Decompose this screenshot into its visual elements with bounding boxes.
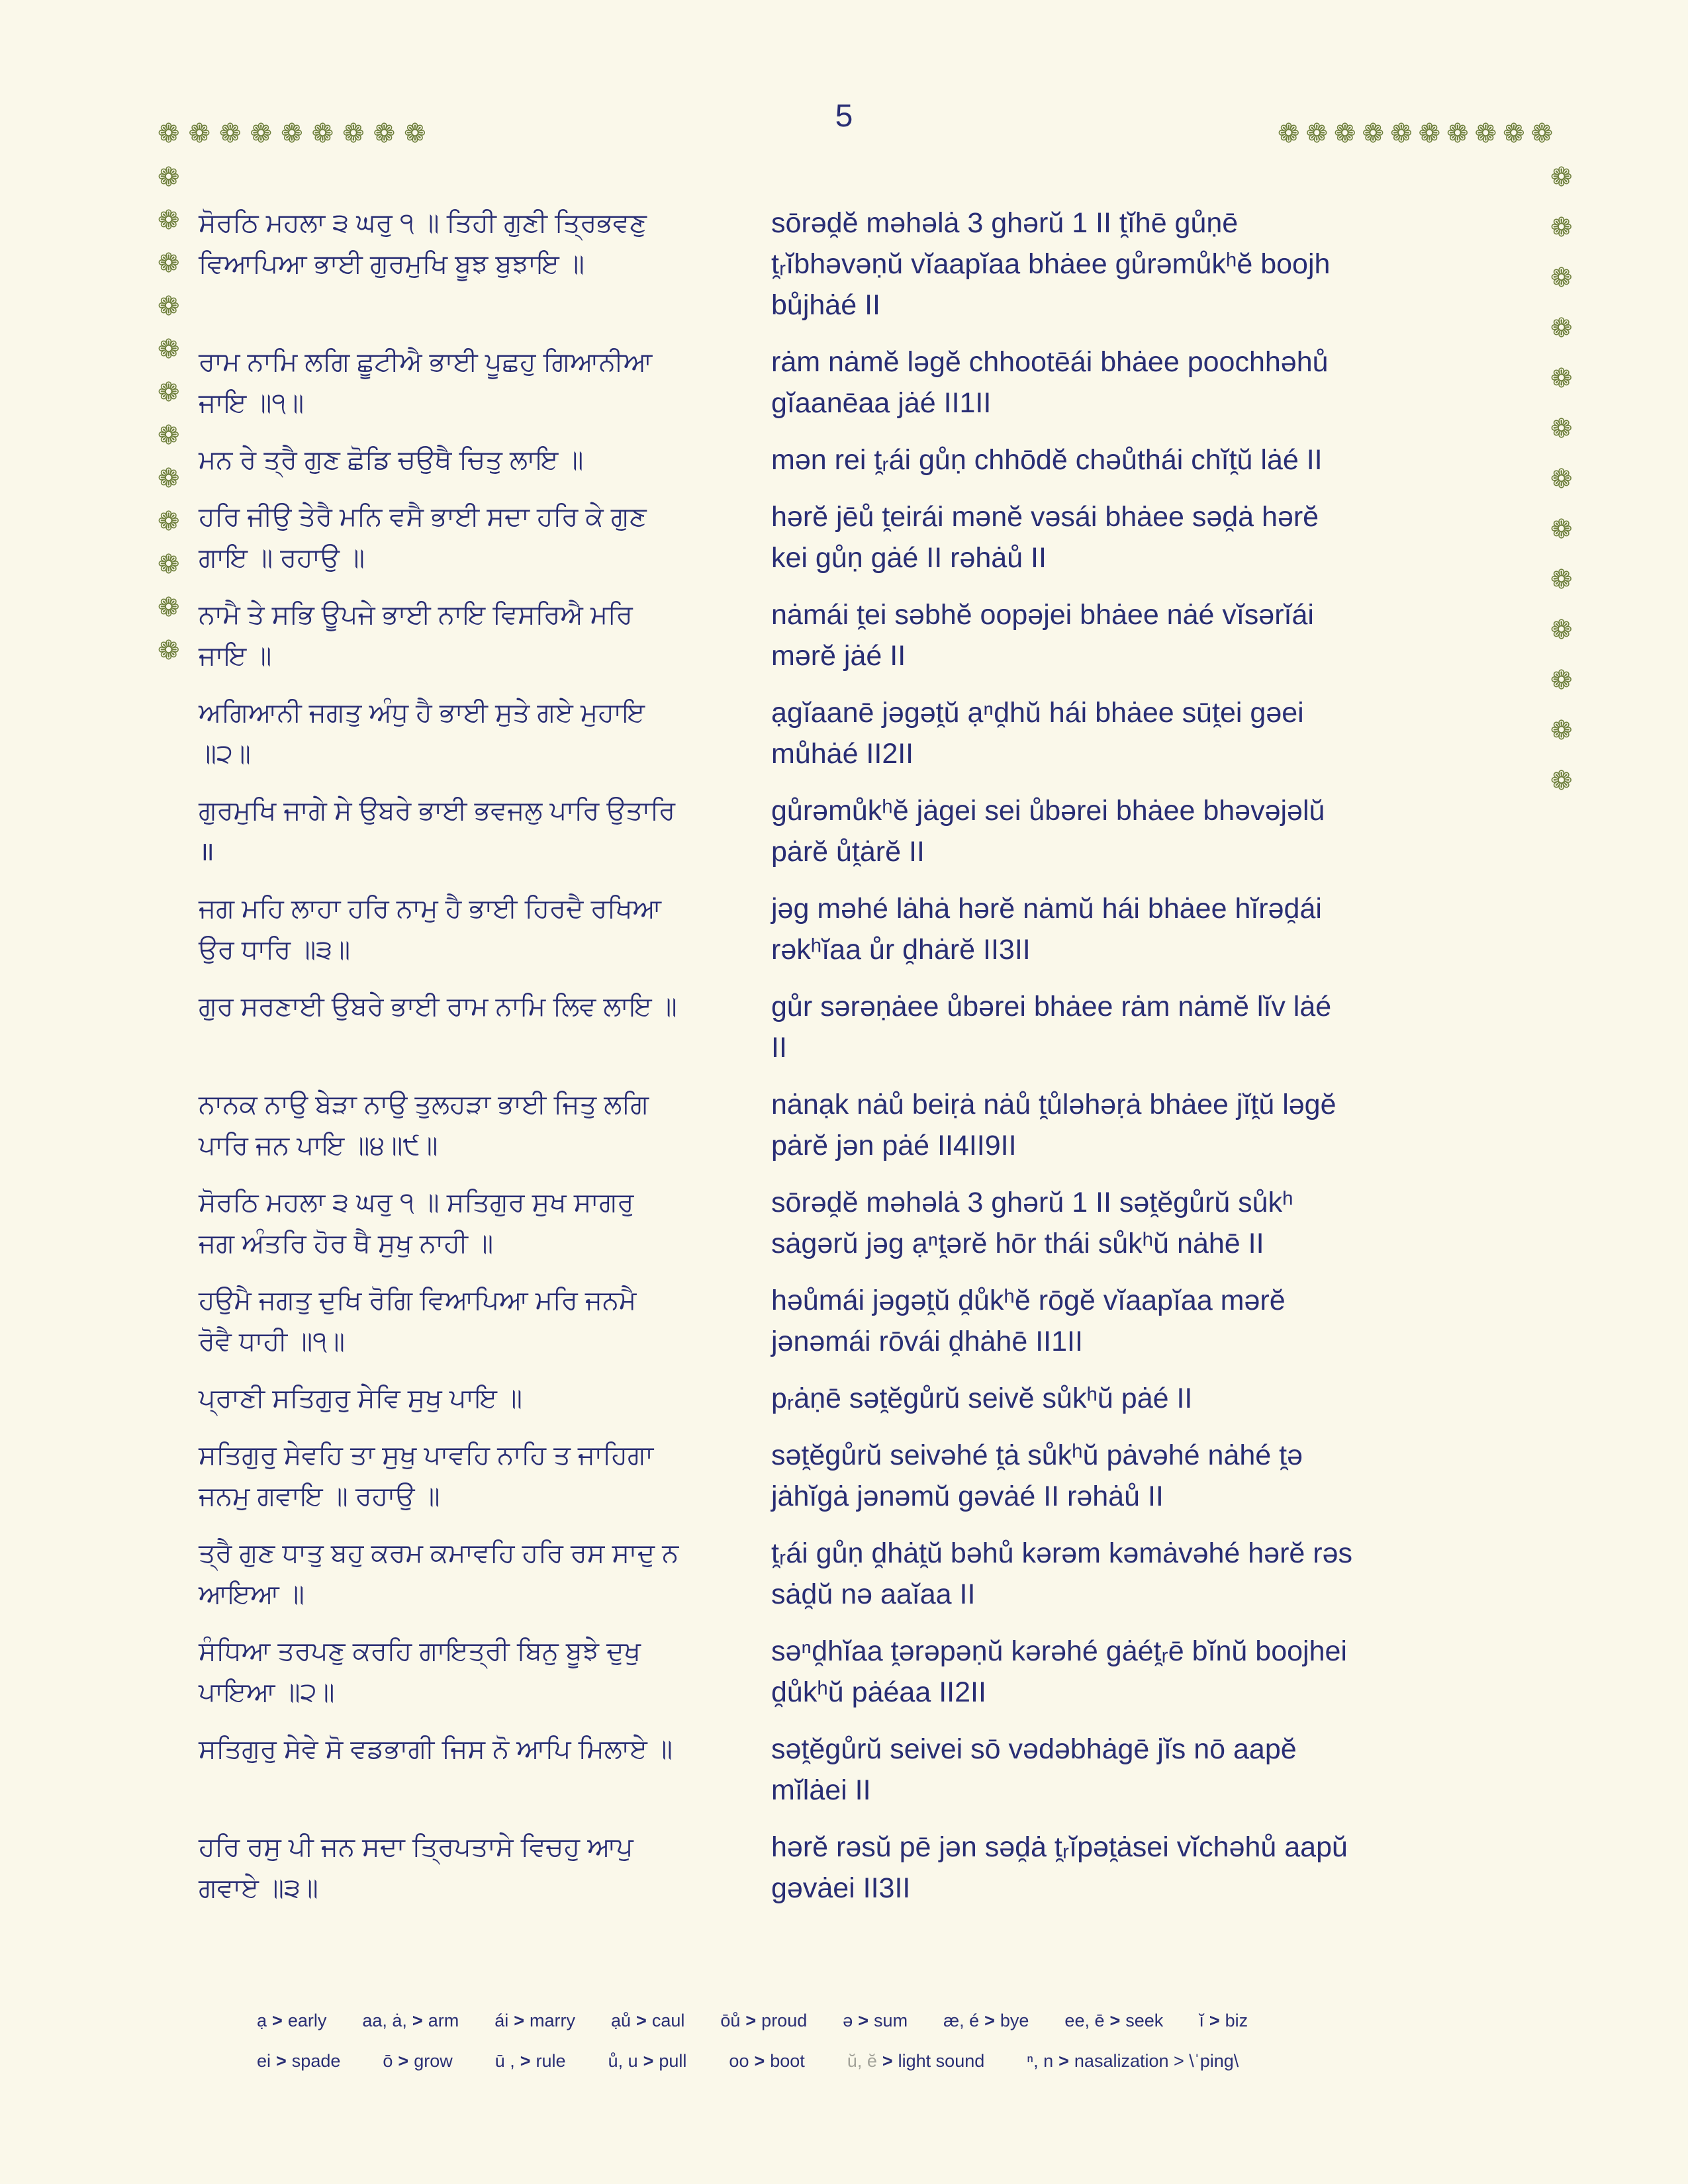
verse-row xyxy=(199,1378,1529,1419)
gurmukhi-line: ਰਾਮ ਨਾਮਿ ਲਗਿ ਛੂਟੀਐ ਭਾਈ ਪੂਛਹੁ ਗਿਆਨੀਆ xyxy=(199,347,653,377)
legend-word: caul xyxy=(651,2011,685,2030)
legend-word: pull xyxy=(659,2051,687,2071)
flower-icon: ❁ xyxy=(1503,119,1525,148)
legend-word: proud xyxy=(761,2011,808,2030)
gurmukhi-verse xyxy=(199,888,735,970)
gurmukhi-line: ਗਵਾਏ ॥੩॥ xyxy=(199,1874,318,1903)
flower-icon: ❁ xyxy=(281,119,303,148)
roman-line: hərĕ rəsŭ pē jən səd̯ȧ t̯ᵣĭpət̯ȧsei vĭchəhů aapŭ xyxy=(771,1831,1348,1863)
roman-line: hərĕ jēů t̯eirái mənĕ vəsái bhȧee səd̯ȧ hərĕ xyxy=(771,501,1319,533)
gurmukhi-line: ਪਾਇਆ ॥੨॥ xyxy=(199,1678,335,1707)
legend-key: ĭ xyxy=(1199,2011,1204,2030)
flower-icon: ❁ xyxy=(1530,119,1554,148)
gurmukhi-line: ਨਾਮੈ ਤੇ ਸਭਿ ਊਪਜੇ ਭਾਈ ਨਾਇ ਵਿਸਰਿਐ ਮਰਿ xyxy=(199,600,633,629)
flower-border-right xyxy=(1550,164,1573,794)
verse-row xyxy=(199,203,1529,326)
gurmukhi-verse xyxy=(199,439,735,480)
flower-icon: ❁ xyxy=(1550,515,1573,544)
legend-item xyxy=(943,2011,1029,2031)
roman-line: gəvȧei II3II xyxy=(771,1872,911,1904)
gurmukhi-line: ਸਤਿਗੁਰੁ ਸੇਵੇ ਸੋ ਵਡਭਾਗੀ ਜਿਸ ਨੋ ਆਪਿ ਮਿਲਾਏ ॥ xyxy=(199,1735,673,1764)
roman-transliteration xyxy=(771,203,1529,326)
legend-item xyxy=(843,2011,908,2031)
roman-line: mərĕ jȧé II xyxy=(771,640,906,672)
roman-transliteration xyxy=(771,790,1529,872)
greater-than-arrow-icon: > xyxy=(514,2011,524,2030)
verse-row xyxy=(199,1280,1529,1362)
gurmukhi-line: ਵਿਆਪਿਆ ਭਾਈ ਗੁਰਮੁਖਿ ਬੂਝ ਬੁਝਾਇ ॥ xyxy=(199,250,585,279)
flower-icon: ❁ xyxy=(1550,666,1573,695)
legend-key: oo xyxy=(729,2051,749,2071)
legend-key: ə xyxy=(843,2011,853,2030)
roman-line: můhȧé II2II xyxy=(771,738,914,770)
flower-icon: ❁ xyxy=(1550,716,1573,745)
flower-icon: ❁ xyxy=(1278,119,1300,148)
verse-row xyxy=(199,1631,1529,1713)
gurmukhi-verse xyxy=(199,341,735,424)
verse-row xyxy=(199,790,1529,872)
gurmukhi-line: ਉਰ ਧਾਰਿ ॥੩॥ xyxy=(199,935,351,964)
legend-word: biz xyxy=(1225,2011,1248,2030)
gurmukhi-verse xyxy=(199,692,735,774)
legend-key: ū , xyxy=(494,2051,515,2071)
gurmukhi-line: ਜਨਮੁ ਗਵਾਇ ॥ ਰਹਾਉ ॥ xyxy=(199,1482,440,1511)
roman-transliteration xyxy=(771,888,1529,970)
gurmukhi-verse xyxy=(199,1533,735,1615)
legend-word: nasalization > \ˈping\ xyxy=(1074,2051,1239,2071)
legend-item xyxy=(611,2011,684,2031)
roman-line: jȧhĭgȧ jənəmŭ gəvȧé II rəhȧů II xyxy=(771,1480,1164,1512)
gurmukhi-verse xyxy=(199,203,735,326)
legend-item xyxy=(720,2011,807,2031)
gurmukhi-verse xyxy=(199,496,735,578)
roman-line: t̯ᵣĭbhəvəṇŭ vĭaapĭaa bhȧee gůrəmůkʰĕ boojh xyxy=(771,248,1331,280)
legend-item xyxy=(383,2051,452,2071)
legend-word: arm xyxy=(428,2011,459,2030)
gurmukhi-line: ਜਗ ਅੰਤਰਿ ਹੋਰ ਥੈ ਸੁਖੁ ਨਾਹੀ ॥ xyxy=(199,1229,494,1258)
legend-key: ⁿ, n xyxy=(1027,2051,1054,2071)
flower-icon: ❁ xyxy=(1550,766,1573,796)
legend-word: rule xyxy=(536,2051,566,2071)
gurmukhi-verse xyxy=(199,1729,735,1811)
roman-line: pȧrĕ jən pȧé II4II9II xyxy=(771,1130,1017,1161)
legend-word: sum xyxy=(874,2011,908,2030)
roman-line: d̯ůkʰŭ pȧéaa II2II xyxy=(771,1676,986,1708)
gurmukhi-line: ਜਾਇ ॥੧॥ xyxy=(199,388,305,418)
flower-icon: ❁ xyxy=(1362,119,1385,148)
gurmukhi-line: ਪਾਰਿ ਜਨ ਪਾਇ ॥੪॥੯॥ xyxy=(199,1131,438,1160)
gurmukhi-line: ਸੋਰਠਿ ਮਹਲਾ ੩ ਘਰੁ ੧ ॥ ਤਿਹੀ ਗੁਣੀ ਤ੍ਰਿਭਵਣੁ xyxy=(199,208,647,238)
legend-key: ái xyxy=(494,2011,509,2030)
gurmukhi-line: ਆਇਆ ॥ xyxy=(199,1580,305,1609)
roman-transliteration xyxy=(771,986,1529,1068)
flower-icon: ❁ xyxy=(1550,414,1573,443)
flower-icon: ❁ xyxy=(1550,163,1573,192)
flower-icon: ❁ xyxy=(1550,314,1573,343)
legend-word: spade xyxy=(291,2051,341,2071)
flower-icon: ❁ xyxy=(158,550,180,579)
flower-icon: ❁ xyxy=(1390,119,1413,148)
roman-line: rəkʰĭaa ůr d̯hȧrĕ II3II xyxy=(771,934,1031,966)
verse-row xyxy=(199,1827,1529,1909)
roman-transliteration xyxy=(771,1182,1529,1264)
roman-line: gůr sərəṇȧee ůbərei bhȧee rȧm nȧmĕ lĭv lȧé xyxy=(771,991,1332,1023)
flower-icon: ❁ xyxy=(158,249,180,278)
roman-transliteration xyxy=(771,1280,1529,1362)
legend-key: aa, ȧ, xyxy=(362,2011,407,2030)
verse-row xyxy=(199,341,1529,424)
roman-line: mĭlȧei II xyxy=(771,1774,871,1806)
verse-row xyxy=(199,692,1529,774)
gurmukhi-line: ਜਗ ਮਹਿ ਲਾਹਾ ਹਰਿ ਨਾਮੁ ਹੈ ਭਾਈ ਹਿਰਦੈ ਰਖਿਆ xyxy=(199,894,662,923)
roman-line: həůmái jəgət̯ŭ d̯ůkʰĕ rōgĕ vĭaapĭaa mərĕ xyxy=(771,1285,1286,1316)
legend-key: ei xyxy=(257,2051,271,2071)
legend-item xyxy=(362,2011,459,2031)
flower-icon: ❁ xyxy=(1474,119,1497,148)
legend-key: ạ xyxy=(257,2011,267,2030)
roman-line: mən rei t̯ᵣái gůṇ chhōdĕ chəůthái chĭt̯ŭ lȧé II xyxy=(771,444,1323,476)
greater-than-arrow-icon: > xyxy=(272,2011,283,2030)
greater-than-arrow-icon: > xyxy=(882,2051,893,2071)
roman-transliteration xyxy=(771,1084,1529,1166)
greater-than-arrow-icon: > xyxy=(1109,2011,1121,2030)
roman-transliteration xyxy=(771,439,1529,480)
legend-item xyxy=(1027,2051,1239,2071)
legend-word: seek xyxy=(1125,2011,1164,2030)
gurmukhi-verse xyxy=(199,790,735,872)
flower-icon: ❁ xyxy=(158,464,180,493)
flower-icon: ❁ xyxy=(1446,119,1469,148)
gurmukhi-verse xyxy=(199,1827,735,1909)
verse-row xyxy=(199,888,1529,970)
roman-line: II xyxy=(771,1032,787,1064)
flower-icon: ❁ xyxy=(250,119,273,148)
roman-line: sȧgərŭ jəg ạⁿt̯ərĕ hōr thái sůkʰŭ nȧhē II xyxy=(771,1228,1264,1259)
gurmukhi-verse xyxy=(199,1084,735,1166)
flower-icon: ❁ xyxy=(373,119,396,148)
legend-key: ee, ē xyxy=(1064,2011,1105,2030)
roman-line: jəg məhé lȧhȧ hərĕ nȧmŭ hái bhȧee hĭrəd̯ái xyxy=(771,893,1322,925)
roman-line: səⁿd̯hĭaa t̯ərəpəṇŭ kərəhé gȧét̯ᵣē bĭnŭ boojhei xyxy=(771,1635,1347,1667)
roman-line: t̯ᵣái gůṇ d̯hȧt̯ŭ bəhů kərəm kəmȧvəhé hərĕ rəs xyxy=(771,1537,1353,1569)
roman-line: sȧd̯ŭ nə aaĭaa II xyxy=(771,1578,976,1610)
flower-icon: ❁ xyxy=(1550,565,1573,594)
legend-word: early xyxy=(287,2011,327,2030)
gurmukhi-verse xyxy=(199,594,735,676)
flower-icon: ❁ xyxy=(404,119,426,148)
gurmukhi-line: ਹਉਮੈ ਜਗਤੁ ਦੁਖਿ ਰੋਗਿ ਵਿਆਪਿਆ ਮਰਿ ਜਨਮੈ xyxy=(199,1286,637,1315)
roman-transliteration xyxy=(771,1827,1529,1909)
gurmukhi-verse xyxy=(199,1631,735,1713)
flower-icon: ❁ xyxy=(1305,119,1329,148)
legend-item xyxy=(257,2011,326,2031)
roman-transliteration xyxy=(771,341,1529,424)
roman-line: sōrəd̯ĕ məhəlȧ 3 ghərŭ 1 II t̯ĭhē gůṇē xyxy=(771,207,1239,239)
legend-item xyxy=(729,2051,804,2071)
gurmukhi-verse xyxy=(199,1182,735,1264)
flower-icon: ❁ xyxy=(158,593,180,622)
flower-icon: ❁ xyxy=(342,119,365,148)
greater-than-arrow-icon: > xyxy=(398,2051,409,2071)
greater-than-arrow-icon: > xyxy=(745,2011,757,2030)
flower-icon: ❁ xyxy=(1418,119,1441,148)
flower-icon: ❁ xyxy=(1550,213,1573,242)
gurmukhi-verse xyxy=(199,1280,735,1362)
flower-icon: ❁ xyxy=(1550,465,1573,494)
flower-icon: ❁ xyxy=(1334,119,1356,148)
legend-key: æ, é xyxy=(943,2011,980,2030)
flower-icon: ❁ xyxy=(1550,263,1573,293)
roman-line: gĭaanēaa jȧé II1II xyxy=(771,387,992,419)
page-number: 5 xyxy=(835,99,853,134)
roman-line: sōrəd̯ĕ məhəlȧ 3 ghərŭ 1 II sət̯ĕgůrŭ sůkʰ xyxy=(771,1187,1293,1218)
greater-than-arrow-icon: > xyxy=(1209,2011,1220,2030)
verse-row xyxy=(199,1533,1529,1615)
gurmukhi-verse xyxy=(199,1435,735,1517)
greater-than-arrow-icon: > xyxy=(643,2051,654,2071)
flower-icon: ❁ xyxy=(158,119,180,148)
flower-icon: ❁ xyxy=(1550,364,1573,393)
verse-row xyxy=(199,986,1529,1068)
roman-line: nȧmái t̯ei səbhĕ oopəjei bhȧee nȧé vĭsərĭái xyxy=(771,599,1314,631)
roman-transliteration xyxy=(771,594,1529,676)
gurmukhi-verse xyxy=(199,1378,735,1419)
roman-transliteration xyxy=(771,1435,1529,1517)
legend-item xyxy=(494,2011,575,2031)
flower-icon: ❁ xyxy=(158,378,180,407)
roman-line: gůrəmůkʰĕ jȧgei sei ůbərei bhȧee bhəvəjəlŭ xyxy=(771,795,1325,827)
flower-icon: ❁ xyxy=(158,636,180,665)
gurmukhi-line: ਸੰਧਿਆ ਤਰਪਣੁ ਕਰਹਿ ਗਾਇਤ੍ਰੀ ਬਿਨੁ ਬੂਝੇ ਦੁਖੁ xyxy=(199,1637,641,1666)
flower-icon: ❁ xyxy=(158,206,180,235)
legend-item xyxy=(1199,2011,1248,2031)
roman-line: nȧnạk nȧů beiṛȧ nȧů t̯ůləhəṛȧ bhȧee jĭt̯ŭ ləgĕ xyxy=(771,1089,1336,1120)
gurmukhi-line: ਗੁਰ ਸਰਣਾਈ ਉਬਰੇ ਭਾਈ ਰਾਮ ਨਾਮਿ ਲਿਵ ਲਾਇ ॥ xyxy=(199,992,677,1021)
greater-than-arrow-icon: > xyxy=(754,2051,765,2071)
legend-item xyxy=(495,2051,566,2071)
roman-line: sət̯ĕgůrŭ seivei sō vədəbhȧgē jĭs nō aapĕ xyxy=(771,1733,1297,1765)
roman-line: ạgĭaanē jəgət̯ŭ ạⁿd̯hŭ hái bhȧee sūt̯ei gəei xyxy=(771,697,1304,729)
greater-than-arrow-icon: > xyxy=(858,2011,869,2030)
flower-border-left xyxy=(158,164,180,664)
roman-line: pȧrĕ ůt̯ȧrĕ II xyxy=(771,836,925,868)
legend-item xyxy=(847,2051,984,2071)
legend-key: ō xyxy=(383,2051,393,2071)
flower-icon: ❁ xyxy=(188,119,211,148)
gurmukhi-line: ਨਾਨਕ ਨਾਉ ਬੇੜਾ ਨਾਉ ਤੁਲਹੜਾ ਭਾਈ ਜਿਤੁ ਲਗਿ xyxy=(199,1090,649,1119)
verse-row xyxy=(199,1729,1529,1811)
greater-than-arrow-icon: > xyxy=(984,2011,995,2030)
verse-row xyxy=(199,1084,1529,1166)
verse-row xyxy=(199,1435,1529,1517)
legend-key: ạů xyxy=(610,2011,632,2030)
flower-icon: ❁ xyxy=(1550,615,1573,645)
flower-border-top-left xyxy=(158,120,426,147)
flower-border-top-right xyxy=(1278,120,1553,147)
gurmukhi-line: ਗੁਰਮੁਖਿ ਜਾਗੇ ਸੇ ਉਬਰੇ ਭਾਈ ਭਵਜਲੁ ਪਾਰਿ ਉਤਾਰਿ xyxy=(199,796,676,825)
scripture-columns xyxy=(199,203,1529,1925)
gurmukhi-line: ਜਾਇ ॥ xyxy=(199,641,272,670)
gurmukhi-line: ਹਰਿ ਰਸੁ ਪੀ ਜਨ ਸਦਾ ਤ੍ਰਿਪਤਾਸੇ ਵਿਚਹੁ ਆਪੁ xyxy=(199,1833,633,1862)
legend-row-2 xyxy=(257,2051,1574,2071)
gurmukhi-line: ਸੋਰਠਿ ਮਹਲਾ ੩ ਘਰੁ ੧ ॥ ਸਤਿਗੁਰ ਸੁਖ ਸਾਗਰੁ xyxy=(199,1188,634,1217)
gurmukhi-line: ਮਨ ਰੇ ਤ੍ਰੈ ਗੁਣ ਛੋਡਿ ਚਉਥੈ ਚਿਤੁ ਲਾਇ ॥ xyxy=(199,445,584,475)
greater-than-arrow-icon: > xyxy=(276,2051,287,2071)
legend-word: grow xyxy=(414,2051,453,2071)
gurmukhi-line: ਤ੍ਰੈ ਗੁਣ ਧਾਤੁ ਬਹੁ ਕਰਮ ਕਮਾਵਹਿ ਹਰਿ ਰਸ ਸਾਦੁ ਨ xyxy=(199,1539,679,1568)
roman-line: bůjhȧé II xyxy=(771,289,880,321)
flower-icon: ❁ xyxy=(158,163,180,192)
roman-line: pᵣȧṇē sət̯ĕgůrŭ seivĕ sůkʰŭ pȧé II xyxy=(771,1383,1193,1414)
verse-row xyxy=(199,1182,1529,1264)
legend-key: ōů xyxy=(720,2011,741,2030)
roman-transliteration xyxy=(771,1533,1529,1615)
roman-line: rȧm nȧmĕ ləgĕ chhootēái bhȧee poochhəhů xyxy=(771,346,1329,378)
roman-transliteration xyxy=(771,1729,1529,1811)
flower-icon: ❁ xyxy=(158,507,180,536)
legend-item xyxy=(257,2051,340,2071)
roman-line: kei gůṇ gȧé II rəhȧů II xyxy=(771,542,1047,574)
verse-row xyxy=(199,439,1529,480)
gurmukhi-verse xyxy=(199,986,735,1068)
legend-key: ŭ, ĕ xyxy=(847,2051,877,2071)
gurmukhi-line: ॥ xyxy=(199,837,214,866)
gurmukhi-line: ਹਰਿ ਜੀਉ ਤੇਰੈ ਮਨਿ ਵਸੈ ਭਾਈ ਸਦਾ ਹਰਿ ਕੇ ਗੁਣ xyxy=(199,502,647,531)
legend-word: light sound xyxy=(898,2051,985,2071)
legend-word: boot xyxy=(770,2051,805,2071)
roman-transliteration xyxy=(771,1631,1529,1713)
greater-than-arrow-icon: > xyxy=(1058,2051,1069,2071)
legend-row-1 xyxy=(257,2011,1574,2031)
gurmukhi-line: ਗਾਇ ॥ ਰਹਾਉ ॥ xyxy=(199,543,365,572)
greater-than-arrow-icon: > xyxy=(520,2051,531,2071)
legend-item xyxy=(608,2051,687,2071)
legend-key: ů, u xyxy=(608,2051,638,2071)
gurmukhi-line: ਰੋਵੈ ਧਾਹੀ ॥੧॥ xyxy=(199,1327,345,1356)
roman-transliteration xyxy=(771,692,1529,774)
verse-row xyxy=(199,496,1529,578)
roman-transliteration xyxy=(771,1378,1529,1419)
flower-icon: ❁ xyxy=(158,292,180,321)
legend-item xyxy=(1064,2011,1163,2031)
roman-transliteration xyxy=(771,496,1529,578)
flower-icon: ❁ xyxy=(311,119,334,148)
legend-word: bye xyxy=(1000,2011,1029,2030)
gurmukhi-line: ॥੨॥ xyxy=(199,739,251,768)
verse-row xyxy=(199,594,1529,676)
greater-than-arrow-icon: > xyxy=(412,2011,423,2030)
flower-icon: ❁ xyxy=(219,119,242,148)
roman-line: jənəmái rōvái d̯hȧhē II1II xyxy=(771,1326,1083,1357)
gurmukhi-line: ਸਤਿਗੁਰੁ ਸੇਵਹਿ ਤਾ ਸੁਖੁ ਪਾਵਹਿ ਨਾਹਿ ਤ ਜਾਹਿਗਾ xyxy=(199,1441,654,1470)
pronunciation-legend xyxy=(257,2011,1574,2071)
legend-word: marry xyxy=(529,2011,575,2030)
gurmukhi-line: ਪ੍ਰਾਣੀ ਸਤਿਗੁਰੁ ਸੇਵਿ ਸੁਖੁ ਪਾਇ ॥ xyxy=(199,1384,522,1413)
flower-icon: ❁ xyxy=(158,421,180,450)
roman-line: sət̯ĕgůrŭ seivəhé t̯ȧ sůkʰŭ pȧvəhé nȧhé t̯ə xyxy=(771,1439,1303,1471)
greater-than-arrow-icon: > xyxy=(636,2011,647,2030)
flower-icon: ❁ xyxy=(158,335,180,364)
gurmukhi-line: ਅਗਿਆਨੀ ਜਗਤੁ ਅੰਧੁ ਹੈ ਭਾਈ ਸੁਤੇ ਗਏ ਮੁਹਾਇ xyxy=(199,698,645,727)
